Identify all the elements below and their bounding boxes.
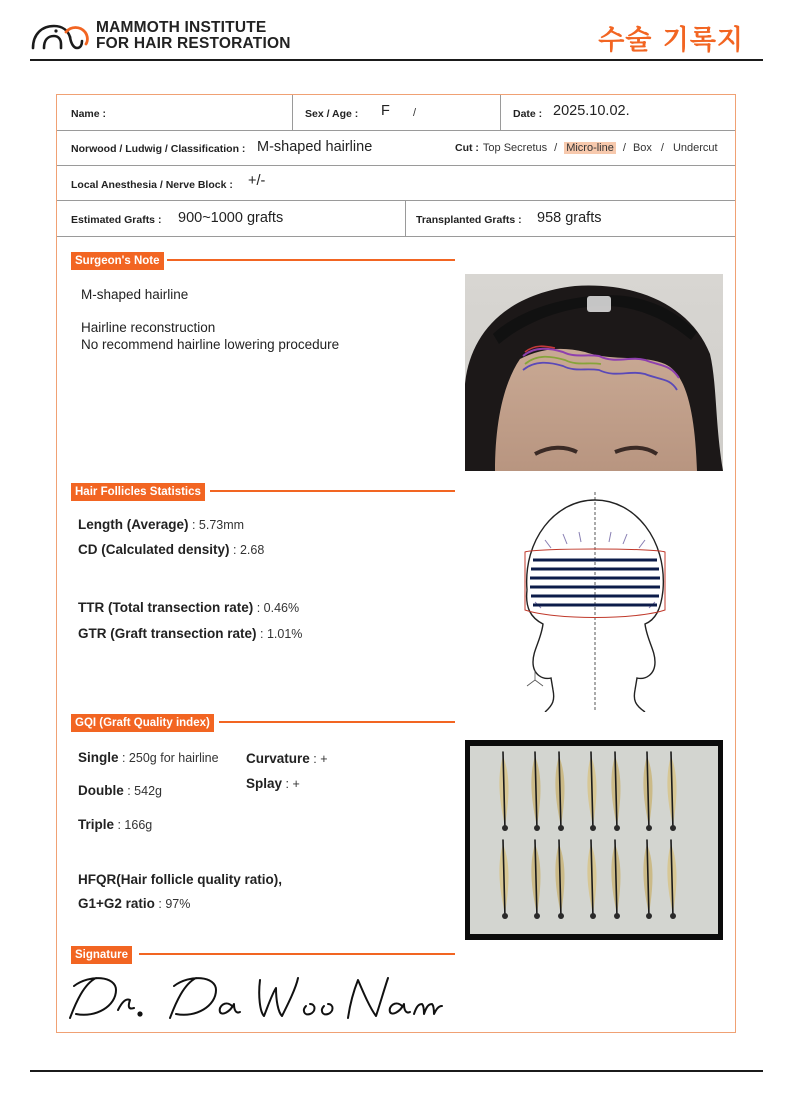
graft-bulb bbox=[670, 825, 676, 831]
single-stat bbox=[78, 750, 219, 765]
transplanted-grafts-value[interactable]: 958 grafts bbox=[537, 210, 602, 226]
anesthesia-label: Local Anesthesia / Nerve Block : bbox=[71, 179, 233, 191]
mammoth-logo-icon bbox=[30, 20, 92, 52]
cut-separator: / bbox=[554, 142, 558, 154]
gtr-value: : 1.01% bbox=[256, 627, 303, 641]
section-rule bbox=[167, 259, 455, 261]
section-rule bbox=[219, 721, 455, 723]
double-stat bbox=[78, 783, 162, 798]
ttr-value: : 0.46% bbox=[253, 601, 300, 615]
doctor-signature bbox=[66, 966, 446, 1031]
graft-sample-photo bbox=[465, 740, 723, 940]
hairline-design-photo bbox=[465, 274, 723, 471]
graft-bulb bbox=[646, 913, 652, 919]
g1g2-stat bbox=[78, 896, 190, 911]
follicle-statistics-heading: Hair Follicles Statistics bbox=[71, 483, 205, 501]
g1g2-value: : 97% bbox=[154, 897, 191, 911]
density-stat bbox=[78, 542, 264, 557]
single-value: : 250g for hairline bbox=[118, 751, 219, 765]
graft-bulb bbox=[558, 825, 564, 831]
date-label: Date : bbox=[513, 108, 543, 120]
estimated-grafts-label: Estimated Grafts : bbox=[71, 214, 162, 226]
sex-value[interactable]: F bbox=[381, 103, 390, 119]
section-rule bbox=[210, 490, 455, 492]
double-value: : 542g bbox=[123, 784, 162, 798]
graft-bulb bbox=[614, 825, 620, 831]
institute-name bbox=[96, 20, 291, 52]
graft-bulb bbox=[534, 825, 540, 831]
cut-option-micro-line[interactable]: Micro-line bbox=[566, 142, 614, 154]
column-divider bbox=[292, 95, 293, 130]
gtr-label: GTR (Graft transection rate) bbox=[78, 626, 257, 641]
row-divider bbox=[57, 200, 735, 201]
donor-area-diagram bbox=[505, 490, 685, 712]
row-divider bbox=[57, 165, 735, 166]
row-divider bbox=[57, 130, 735, 131]
institute-name-line1: MAMMOTH INSTITUTE bbox=[96, 19, 267, 36]
note-line-3: No recommend hairline lowering procedure bbox=[81, 337, 340, 352]
hfqr-stat bbox=[78, 872, 282, 887]
g1g2-label: G1+G2 ratio bbox=[78, 896, 155, 911]
curvature-label: Curvature bbox=[246, 751, 310, 766]
length-stat bbox=[78, 517, 244, 532]
footer-divider bbox=[30, 1070, 763, 1072]
surgeons-note-heading: Surgeon's Note bbox=[71, 252, 164, 270]
graft-bulb bbox=[614, 913, 620, 919]
cut-option-undercut[interactable]: Undercut bbox=[672, 142, 718, 154]
graft-bulb bbox=[502, 825, 508, 831]
cut-option-box[interactable]: Box bbox=[632, 142, 652, 154]
splay-value: : + bbox=[282, 777, 300, 791]
classification-value[interactable]: M-shaped hairline bbox=[257, 139, 373, 155]
cd-label: CD (Calculated density) bbox=[78, 542, 230, 557]
gtr-stat bbox=[78, 626, 302, 641]
graft-bulb bbox=[590, 913, 596, 919]
signature-heading: Signature bbox=[71, 946, 132, 964]
ttr-label: TTR (Total transection rate) bbox=[78, 600, 254, 615]
graft-bulb bbox=[670, 913, 676, 919]
double-label: Double bbox=[78, 783, 124, 798]
curvature-value: : + bbox=[309, 752, 328, 766]
splay-stat bbox=[246, 776, 300, 791]
hfqr-label: HFQR(Hair follicle quality ratio), bbox=[78, 872, 283, 887]
graft-bulb bbox=[502, 913, 508, 919]
ttr-stat bbox=[78, 600, 299, 615]
cut-separator: / bbox=[660, 142, 664, 154]
cut-separator: / bbox=[622, 142, 626, 154]
length-value: : 5.73mm bbox=[188, 518, 245, 532]
cd-value: : 2.68 bbox=[229, 543, 265, 557]
institute-name-line2: FOR HAIR RESTORATION bbox=[96, 35, 291, 52]
section-rule bbox=[139, 953, 455, 955]
single-label: Single bbox=[78, 750, 119, 765]
classification-label: Norwood / Ludwig / Classification : bbox=[71, 143, 246, 155]
graft-bulb bbox=[558, 913, 564, 919]
curvature-stat bbox=[246, 751, 328, 766]
note-line-2: Hairline reconstruction bbox=[81, 320, 216, 335]
triple-label: Triple bbox=[78, 817, 115, 832]
column-divider bbox=[500, 95, 501, 130]
sex-age-label: Sex / Age : bbox=[305, 108, 359, 120]
triple-stat bbox=[78, 817, 152, 832]
transplanted-grafts-label: Transplanted Grafts : bbox=[416, 214, 522, 226]
document-title: 수술 기록지 bbox=[598, 25, 744, 56]
column-divider bbox=[405, 200, 406, 236]
cut-selector bbox=[455, 142, 718, 154]
cut-label: Cut : bbox=[455, 142, 479, 154]
length-label: Length (Average) bbox=[78, 517, 189, 532]
estimated-grafts-value[interactable]: 900~1000 grafts bbox=[178, 210, 284, 226]
header-divider bbox=[30, 59, 763, 61]
row-divider bbox=[57, 236, 735, 237]
graft-bulb bbox=[590, 825, 596, 831]
date-value[interactable]: 2025.10.02. bbox=[553, 103, 630, 119]
anesthesia-value[interactable]: +/- bbox=[248, 173, 266, 189]
graft-bulb bbox=[534, 913, 540, 919]
splay-label: Splay bbox=[246, 776, 283, 791]
gqi-heading: GQI (Graft Quality index) bbox=[71, 714, 214, 732]
graft-bulb bbox=[646, 825, 652, 831]
triple-value: : 166g bbox=[114, 818, 153, 832]
sex-age-separator: / bbox=[413, 107, 417, 119]
note-line-1: M-shaped hairline bbox=[81, 287, 189, 302]
cut-option-top-secretus[interactable]: Top Secretus bbox=[482, 142, 548, 154]
name-label: Name : bbox=[71, 108, 107, 120]
